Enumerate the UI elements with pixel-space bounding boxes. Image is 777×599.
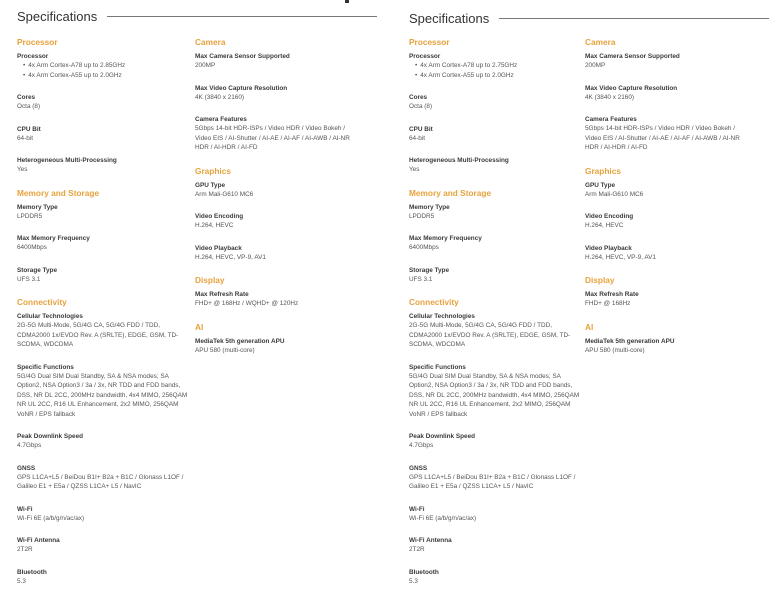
- spec-column-right: [585, 37, 753, 368]
- spec-item: [17, 432, 189, 451]
- spec-label: MediaTek 5th generation APU: [585, 337, 675, 345]
- spec-bullet: • 4x Arm Cortex-A78 up to 2.75GHz: [415, 61, 581, 71]
- spec-value: 64-bit: [409, 134, 425, 142]
- spec-label: Memory Type: [409, 203, 450, 211]
- title-divider: [107, 16, 377, 17]
- spec-section: [585, 37, 753, 153]
- spec-item: [17, 464, 189, 492]
- spec-item: [409, 156, 581, 175]
- spec-label: Max Refresh Rate: [585, 291, 639, 298]
- spec-label: Video Playback: [195, 244, 242, 252]
- spec-value: UFS 3.1: [409, 275, 433, 283]
- spec-label: GPU Type: [585, 181, 616, 189]
- spec-value: 5.3: [409, 577, 418, 585]
- spec-label: Peak Downlink Speed: [17, 433, 84, 440]
- spec-item: [409, 234, 581, 253]
- spec-label: GNSS: [17, 464, 36, 472]
- spec-item: [195, 290, 363, 309]
- spec-label: Wi-Fi Antenna: [409, 537, 452, 544]
- spec-bullet: • 4x Arm Cortex-A55 up to 2.0GHz: [23, 71, 189, 81]
- spec-label: Max Video Capture Resolution: [195, 84, 288, 92]
- section-heading: Processor: [409, 37, 450, 47]
- spec-section: [409, 188, 581, 285]
- spec-value: Octa (8): [409, 103, 433, 110]
- spec-value: H.264, HEVC: [585, 222, 624, 229]
- spec-item: [409, 125, 581, 144]
- spec-value: 2G-5G Multi-Mode, 5G/4G CA, 5G/4G FDD / TDD, CDMA2000 1x/EVDO Rev. A (SRLTE), EDGE, GSM, TD-SCDMA, WDCDMA: [17, 322, 179, 348]
- spec-value: 5.3: [17, 577, 26, 585]
- spec-label: Max Camera Sensor Supported: [195, 53, 290, 60]
- spec-item: [195, 337, 363, 356]
- spec-value: 5Gbps 14-bit HDR-ISPs / Video HDR / Video Bokeh / Video EIS / AI-Shutter / AI-AE / AI-AF / AI-AWB / AI-NR HDR / AI-HDR / AI-FD: [585, 125, 740, 151]
- spec-label: Max Memory Frequency: [17, 235, 90, 242]
- spec-value: GPS L1CA+L5 / BeiDou B1I+ B2a + B1C / Glonass L1OF / Galileo E1 + E5a / QZSS L1CA+ L5 / NavIC: [409, 473, 576, 490]
- spec-value: 2T2R: [409, 546, 425, 553]
- title-divider: [499, 18, 769, 19]
- spec-section: [17, 297, 189, 586]
- spec-item: [195, 115, 363, 153]
- section-heading: AI: [585, 321, 594, 332]
- spec-item: [17, 266, 189, 285]
- spec-value: 4K (3840 x 2160): [195, 93, 245, 101]
- spec-label: Max Video Capture Resolution: [585, 84, 678, 92]
- spec-item: [17, 505, 189, 524]
- spec-item: [17, 93, 189, 112]
- spec-label: GNSS: [409, 464, 428, 472]
- spec-value: Wi-Fi 6E (a/b/g/n/ac/ax): [409, 514, 477, 522]
- spec-value: 6400Mbps: [17, 244, 47, 251]
- section-heading: Memory and Storage: [17, 187, 100, 198]
- spec-section: [17, 188, 189, 285]
- spec-label: Cores: [17, 94, 36, 101]
- spec-item: [17, 363, 189, 420]
- spec-value: H.264, HEVC: [195, 222, 234, 229]
- section-heading: Graphics: [585, 165, 621, 176]
- section-heading: Memory and Storage: [409, 187, 492, 198]
- spec-label: Camera Features: [585, 116, 637, 123]
- section-heading: Display: [195, 275, 225, 285]
- spec-value: Wi-Fi 6E (a/b/g/n/ac/ax): [17, 514, 85, 522]
- spec-item: [585, 212, 753, 231]
- spec-item: [17, 312, 189, 350]
- spec-column-right: [195, 37, 363, 368]
- spec-value: 64-bit: [17, 134, 33, 142]
- spec-label: Video Encoding: [195, 213, 244, 220]
- spec-section: [409, 37, 581, 175]
- spec-label: MediaTek 5th generation APU: [195, 337, 285, 345]
- spec-value: Arm Mali-G610 MC6: [195, 190, 254, 198]
- spec-item: [409, 432, 581, 451]
- spec-label: Heterogeneous Multi-Processing: [17, 157, 117, 164]
- spec-label: Storage Type: [409, 266, 450, 274]
- section-heading: Processor: [17, 37, 58, 47]
- spec-value: 5G/4G Dual SIM Dual Standby, SA & NSA modes; SA Option2, NSA Option3 / 3a / 3x, NR TDD and FDD bands, DSS, NR DL 2CC, 200MHz bandwidth, 4x4 MIMO, 256QAM NR UL 2CC, R16 UL Enhancement, 2x2 MIMO, 256QAM VoNR / EPS fallback: [17, 372, 188, 418]
- spec-item: [17, 568, 189, 587]
- spec-item: [585, 244, 753, 263]
- spec-label: Wi-Fi: [409, 505, 425, 513]
- spec-item: [409, 363, 581, 420]
- spec-value: 4.7Gbps: [17, 442, 42, 449]
- spec-label: Wi-Fi Antenna: [17, 537, 60, 544]
- panel-header: [409, 11, 769, 26]
- spec-item: [409, 568, 581, 587]
- spec-value: Octa (8): [17, 103, 41, 110]
- spec-item: [585, 52, 753, 71]
- spec-item: [585, 84, 753, 103]
- spec-value: Yes: [17, 166, 28, 173]
- spec-item: [17, 203, 189, 222]
- spec-value: GPS L1CA+L5 / BeiDou B1I+ B2a + B1C / Glonass L1OF / Galileo E1 + E5a / QZSS L1CA+ L5 / NavIC: [17, 473, 184, 490]
- spec-value: 4.7Gbps: [409, 442, 434, 449]
- spec-value: FHD+ @ 168Hz: [585, 300, 631, 307]
- spec-item: [409, 93, 581, 112]
- section-heading: Connectivity: [17, 297, 67, 307]
- spec-label: Heterogeneous Multi-Processing: [409, 157, 509, 164]
- spec-item: [195, 244, 363, 263]
- spec-label: Cellular Technologies: [409, 313, 475, 320]
- spec-item: [17, 536, 189, 555]
- spec-item: [409, 203, 581, 222]
- spec-value: 5G/4G Dual SIM Dual Standby, SA & NSA modes; SA Option2, NSA Option3 / 3a / 3x, NR TDD and FDD bands, DSS, NR DL 2CC, 200MHz bandwidth, 4x4 MIMO, 256QAM NR UL 2CC, R16 UL Enhancement, 2x2 MIMO, 256QAM VoNR / EPS fallback: [409, 372, 580, 418]
- page-title: Specifications: [17, 9, 98, 24]
- spec-item: [409, 505, 581, 524]
- spec-value: APU 580 (multi-core): [585, 346, 645, 354]
- spec-label: Camera Features: [195, 116, 247, 123]
- spec-value: LPDDR5: [409, 212, 435, 220]
- spec-item: [195, 52, 363, 71]
- section-heading: Camera: [195, 37, 226, 47]
- spec-value: FHD+ @ 168Hz / WQHD+ @ 120Hz: [195, 300, 299, 307]
- spec-value: 2G-5G Multi-Mode, 5G/4G CA, 5G/4G FDD / TDD, CDMA2000 1x/EVDO Rev. A (SRLTE), EDGE, GSM, TD-SCDMA, WDCDMA: [409, 322, 571, 348]
- spec-item: [409, 536, 581, 555]
- spec-label: CPU Bit: [17, 125, 41, 133]
- spec-label: GPU Type: [195, 181, 226, 189]
- spec-value: 5Gbps 14-bit HDR-ISPs / Video HDR / Video Bokeh / Video EIS / AI-Shutter / AI-AE / AI-AF / AI-AWB / AI-NR HDR / AI-HDR / AI-FD: [195, 125, 350, 151]
- spec-value: 4K (3840 x 2160): [585, 93, 635, 101]
- spec-label: Processor: [17, 53, 49, 60]
- spec-label: Specific Functions: [409, 363, 466, 371]
- spec-section: [409, 297, 581, 586]
- spec-section: [585, 275, 753, 309]
- spec-item: [585, 290, 753, 309]
- spec-bullet-list: [17, 61, 189, 80]
- spec-item: [585, 337, 753, 356]
- spec-value: Yes: [409, 166, 420, 173]
- spec-value: 2T2R: [17, 546, 33, 553]
- spec-label: Wi-Fi: [17, 505, 33, 513]
- spec-label: Video Encoding: [585, 213, 634, 220]
- spec-section: [195, 275, 363, 309]
- spec-item: [17, 156, 189, 175]
- spec-item: [409, 52, 581, 80]
- spec-item: [17, 52, 189, 80]
- section-heading: Connectivity: [409, 297, 459, 307]
- spec-label: CPU Bit: [409, 125, 433, 133]
- spec-item: [409, 312, 581, 350]
- spec-item: [195, 212, 363, 231]
- spec-label: Max Camera Sensor Supported: [585, 53, 680, 60]
- spec-value: UFS 3.1: [17, 275, 41, 283]
- spec-bullet-list: [409, 61, 581, 80]
- spec-value: 200MP: [585, 62, 606, 69]
- spec-value: LPDDR5: [17, 212, 43, 220]
- spec-section: [17, 37, 189, 175]
- spec-label: Cores: [409, 94, 428, 101]
- spec-item: [17, 125, 189, 144]
- spec-section: [195, 37, 363, 153]
- spec-item: [585, 181, 753, 200]
- spec-item: [409, 266, 581, 285]
- spec-value: 200MP: [195, 62, 216, 69]
- spec-label: Video Playback: [585, 244, 632, 252]
- spec-label: Memory Type: [17, 203, 58, 211]
- spec-bullet: • 4x Arm Cortex-A78 up to 2.85GHz: [23, 61, 189, 71]
- spec-value: APU 580 (multi-core): [195, 346, 255, 354]
- spec-value: H.264, HEVC, VP-9, AV1: [585, 253, 656, 261]
- spec-section: [195, 166, 363, 263]
- spec-label: Processor: [409, 53, 441, 60]
- top-edge-mark: [345, 0, 349, 3]
- spec-label: Specific Functions: [17, 363, 74, 371]
- spec-section: [585, 166, 753, 263]
- panel-header: [17, 9, 377, 24]
- spec-label: Cellular Technologies: [17, 313, 83, 320]
- spec-value: 6400Mbps: [409, 244, 439, 251]
- spec-column-left: [17, 37, 189, 599]
- section-heading: Display: [585, 275, 615, 285]
- spec-item: [17, 234, 189, 253]
- spec-item: [195, 181, 363, 200]
- section-heading: Graphics: [195, 165, 231, 176]
- spec-label: Storage Type: [17, 266, 58, 274]
- spec-bullet: • 4x Arm Cortex-A55 up to 2.0GHz: [415, 71, 581, 81]
- spec-item: [195, 84, 363, 103]
- spec-section: [585, 322, 753, 356]
- spec-item: [585, 115, 753, 153]
- spec-label: Max Memory Frequency: [409, 235, 482, 242]
- spec-section: [195, 322, 363, 356]
- spec-label: Bluetooth: [17, 568, 47, 576]
- spec-label: Bluetooth: [409, 568, 439, 576]
- spec-column-left: [409, 37, 581, 599]
- page-title: Specifications: [409, 11, 490, 26]
- spec-label: Peak Downlink Speed: [409, 433, 476, 440]
- section-heading: Camera: [585, 37, 616, 47]
- section-heading: AI: [195, 321, 204, 332]
- spec-value: H.264, HEVC, VP-9, AV1: [195, 253, 266, 261]
- spec-label: Max Refresh Rate: [195, 291, 249, 298]
- spec-item: [409, 464, 581, 492]
- spec-value: Arm Mali-G610 MC6: [585, 190, 644, 198]
